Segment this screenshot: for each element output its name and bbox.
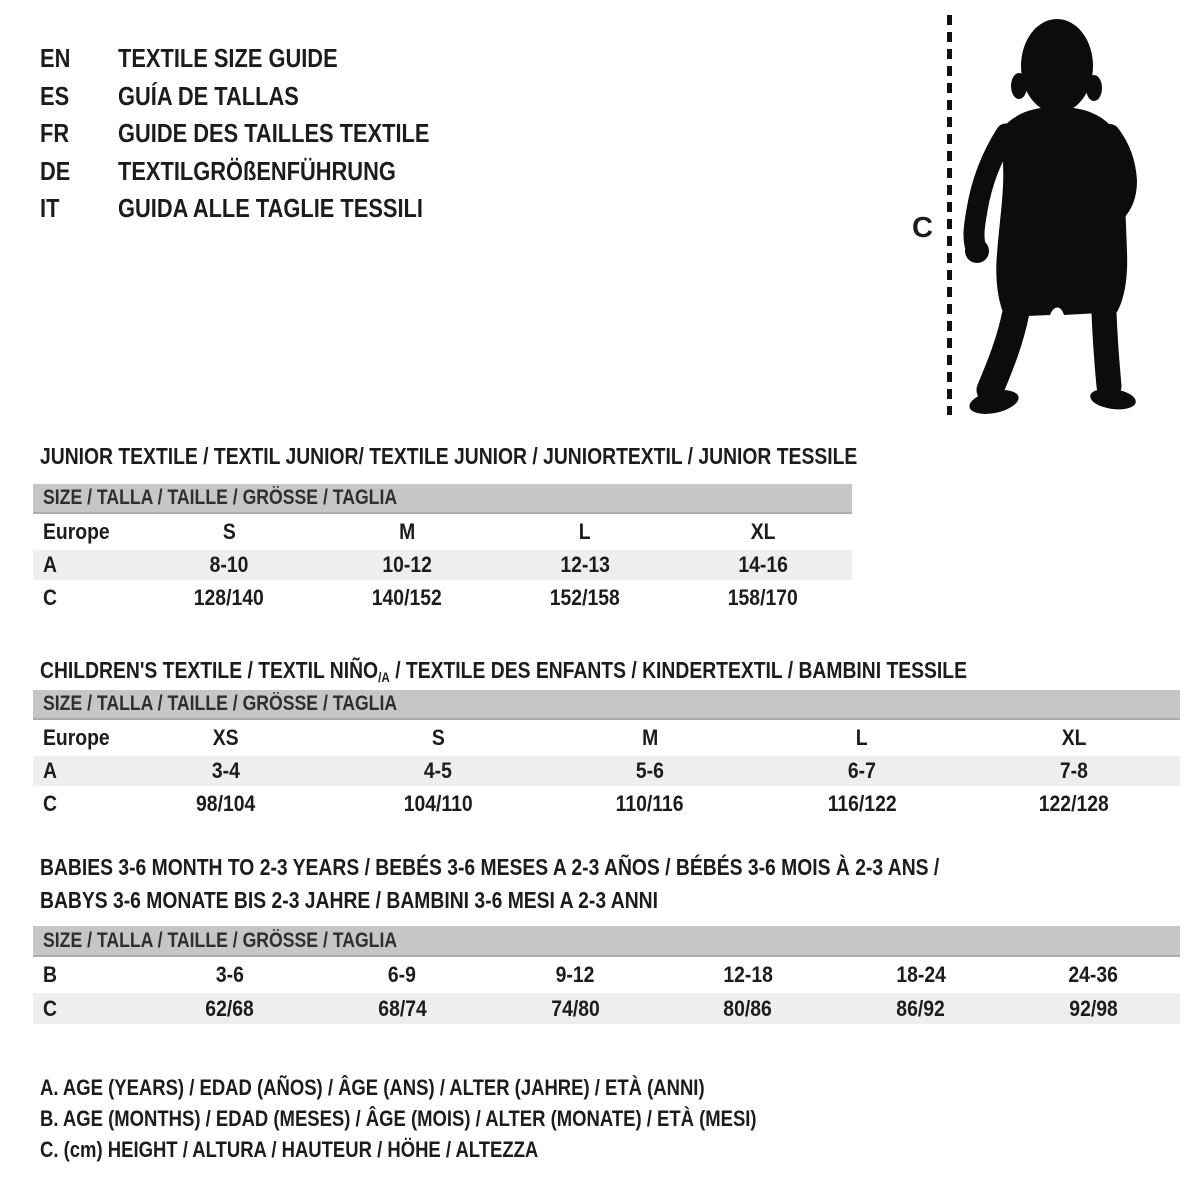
row-label: C xyxy=(43,995,57,1021)
height-cell: 104/110 xyxy=(403,791,473,816)
row-label: C xyxy=(43,585,57,610)
row-label: A xyxy=(43,552,57,577)
children-size-table xyxy=(33,690,1180,822)
months-cell: 24-36 xyxy=(1068,962,1119,987)
note-height-cm: C. (cm) HEIGHT / ALTURA / HAUTEUR / HÖHE / ALTEZZA xyxy=(40,1137,539,1162)
age-cell: 5-6 xyxy=(636,758,664,783)
babies-section-title: BABIES 3-6 MONTH TO 2-3 YEARS / BEBÉS 3-6 MESES A 2-3 AÑOS / BÉBÉS 3-6 MOIS À 2-3 ANS / BABYS 3-6 MONATE BIS 2-3 JAHRE / BAMBINI 3-6 MESI A 2-3 ANNI xyxy=(40,854,940,913)
row-label: B xyxy=(43,962,57,987)
table-row-europe xyxy=(33,514,852,550)
height-measure-dashed-line xyxy=(947,15,952,415)
guide-title-en: TEXTILE SIZE GUIDE xyxy=(118,43,338,73)
guide-title-it: GUIDA ALLE TAGLIE TESSILI xyxy=(118,193,423,223)
height-cell: 68/74 xyxy=(378,995,427,1021)
months-cell: 6-9 xyxy=(388,962,417,987)
table-row-age xyxy=(33,550,852,580)
row-label: Europe xyxy=(43,519,110,544)
size-cell: S xyxy=(222,519,236,544)
language-code: IT xyxy=(40,193,60,223)
language-row-en xyxy=(40,40,489,78)
months-cell: 18-24 xyxy=(895,962,946,987)
babies-size-table xyxy=(33,926,1180,1024)
age-cell: 14-16 xyxy=(738,552,788,577)
table-row-age xyxy=(33,756,1180,786)
age-cell: 10-12 xyxy=(382,552,432,577)
size-header-bar: SIZE / TALLA / TAILLE / GRÖSSE / TAGLIA xyxy=(33,484,852,514)
months-cell: 9-12 xyxy=(555,962,595,987)
height-cell: 152/158 xyxy=(550,585,620,610)
language-row-de xyxy=(40,153,489,191)
junior-section-title: JUNIOR TEXTILE / TEXTIL JUNIOR/ TEXTILE JUNIOR / JUNIORTEXTIL / JUNIOR TESSILE xyxy=(40,443,858,469)
size-cell: XS xyxy=(213,725,239,750)
size-cell: L xyxy=(856,725,868,750)
size-cell: M xyxy=(398,519,416,544)
height-cell: 80/86 xyxy=(723,995,773,1021)
language-row-it xyxy=(40,190,489,228)
height-cell: 140/152 xyxy=(372,585,442,610)
height-cell: 98/104 xyxy=(196,791,256,816)
age-cell: 7-8 xyxy=(1060,758,1088,783)
age-cell: 6-7 xyxy=(848,758,876,783)
table-row-height xyxy=(33,786,1180,822)
age-cell: 4-5 xyxy=(424,758,452,783)
guide-title-fr: GUIDE DES TAILLES TEXTILE xyxy=(118,118,430,148)
row-label: Europe xyxy=(43,725,110,750)
size-cell: XL xyxy=(1061,725,1087,750)
size-cell: L xyxy=(579,519,591,544)
nino-a-subscript: /A xyxy=(378,669,390,685)
junior-size-table xyxy=(33,484,852,616)
language-row-es xyxy=(40,78,489,116)
size-cell: XL xyxy=(750,519,776,544)
height-cell: 128/140 xyxy=(194,585,264,610)
height-cell: 110/116 xyxy=(616,791,684,816)
table-row-europe xyxy=(33,720,1180,756)
note-age-years: A. AGE (YEARS) / EDAD (AÑOS) / ÂGE (ANS) / ALTER (JAHRE) / ETÀ (ANNI) xyxy=(40,1075,705,1100)
size-cell: S xyxy=(431,725,445,750)
height-cell: 74/80 xyxy=(550,995,600,1021)
size-header-bar: SIZE / TALLA / TAILLE / GRÖSSE / TAGLIA xyxy=(33,690,1180,720)
height-cell: 158/170 xyxy=(728,585,798,610)
table-row-months xyxy=(33,957,1180,993)
language-row-fr xyxy=(40,115,489,153)
legend-notes xyxy=(40,1072,893,1165)
table-row-height xyxy=(33,993,1180,1024)
months-cell: 3-6 xyxy=(215,962,244,987)
guide-title-es: GUÍA DE TALLAS xyxy=(118,80,299,111)
children-section-title: CHILDREN'S TEXTILE / TEXTIL NIÑO/A / TEXTILE DES ENFANTS / KINDERTEXTIL / BAMBINI TESSILE xyxy=(40,657,967,685)
size-cell: M xyxy=(641,725,659,750)
age-cell: 3-4 xyxy=(212,758,240,783)
height-cell: 86/92 xyxy=(896,995,945,1021)
age-cell: 12-13 xyxy=(560,552,610,577)
height-cell: 122/128 xyxy=(1039,791,1109,816)
language-title-list xyxy=(40,40,489,228)
language-code: DE xyxy=(40,155,71,186)
language-code: ES xyxy=(40,80,70,111)
language-code: FR xyxy=(40,118,70,148)
row-label: A xyxy=(43,758,57,783)
guide-title-de: TEXTILGRÖßENFÜHRUNG xyxy=(118,155,396,186)
language-code: EN xyxy=(40,43,71,73)
height-measure-label: C xyxy=(912,212,933,244)
table-row-height xyxy=(33,580,852,616)
height-cell: 116/122 xyxy=(827,791,897,816)
baby-silhouette-icon xyxy=(960,14,1140,424)
age-cell: 8-10 xyxy=(209,552,249,577)
size-header-bar: SIZE / TALLA / TAILLE / GRÖSSE / TAGLIA xyxy=(33,926,1180,957)
row-label: C xyxy=(43,791,57,816)
note-age-months: B. AGE (MONTHS) / EDAD (MESES) / ÂGE (MOIS) / ALTER (MONATE) / ETÀ (MESI) xyxy=(40,1106,757,1131)
height-cell: 62/68 xyxy=(205,995,254,1021)
height-cell: 92/98 xyxy=(1069,995,1118,1021)
months-cell: 12-18 xyxy=(723,962,773,987)
